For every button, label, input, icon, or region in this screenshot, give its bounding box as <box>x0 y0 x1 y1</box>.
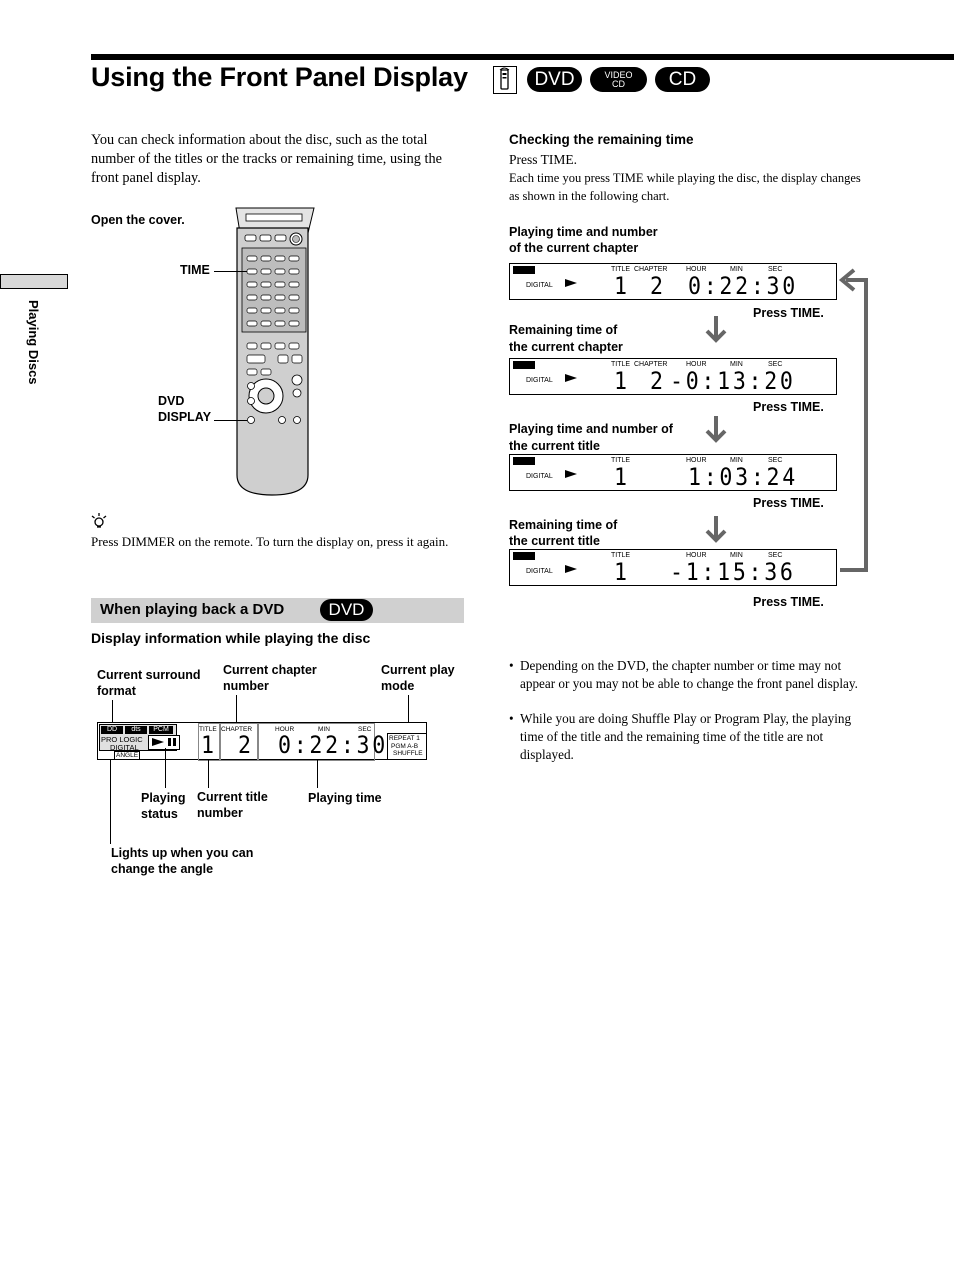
time-label: TIME <box>180 263 210 277</box>
play-pause-icon <box>150 737 178 747</box>
display-1-lcd <box>509 263 837 300</box>
surround-leader <box>112 700 113 724</box>
title-label-1: Current title <box>197 790 268 804</box>
down-arrow-icon <box>704 514 728 544</box>
display-3-title-num: 1 <box>614 463 630 491</box>
dvd-badge: DVD <box>527 67 582 92</box>
note-1-text: Depending on the DVD, the chapter number or time may not appear or you may not be able to change the front panel display. <box>520 658 858 691</box>
display-4-digital: DIGITAL <box>526 568 553 575</box>
dolby-icon <box>513 457 535 465</box>
display-4-label-2: the current title <box>509 534 600 548</box>
side-tab <box>0 274 68 289</box>
display-3-lcd <box>509 454 837 491</box>
display-info-subheading: Display information while playing the disc <box>91 630 371 646</box>
display-1-min-label: MIN <box>730 266 743 273</box>
display-1-hour-label: HOUR <box>686 266 707 273</box>
note-1 <box>509 657 877 693</box>
dvd-display-label-1: DVD <box>158 394 185 408</box>
play-icon <box>564 279 578 287</box>
remaining-heading: Checking the remaining time <box>509 132 694 147</box>
title-leader <box>208 760 209 788</box>
display-3-title-label: TITLE <box>611 457 631 464</box>
open-cover-label: Open the cover. <box>91 213 185 227</box>
display-4-title-num: 1 <box>614 558 630 586</box>
display-1-chapter-num: 2 <box>650 272 666 300</box>
lightbulb-icon <box>90 512 108 530</box>
display-2-title-label: TITLE <box>611 361 631 368</box>
panel-chapter-number: 2 <box>238 731 254 759</box>
chapter-label-1: Current chapter <box>223 663 317 677</box>
display-1-label-2: of the current chapter <box>509 241 639 255</box>
title-label-2: number <box>197 806 243 820</box>
display-3-label-1: Playing time and number of <box>509 422 673 436</box>
dvd-display-leader <box>214 420 247 421</box>
return-loop-arrow-icon <box>836 268 872 574</box>
playmode-label-2: mode <box>381 679 415 693</box>
press-time-2: Press TIME. <box>753 400 824 414</box>
playing-time-label: Playing time <box>308 791 382 805</box>
play-icon <box>564 565 578 573</box>
display-3-min-label: MIN <box>730 457 743 464</box>
press-time-4: Press TIME. <box>753 595 824 609</box>
dts-indicator: dts <box>125 726 147 734</box>
display-4-title-label: TITLE <box>611 552 631 559</box>
shuffle-indicator: SHUFFLE <box>393 750 423 757</box>
top-rule <box>91 54 954 60</box>
display-1-title-num: 1 <box>614 272 630 300</box>
display-4-lcd <box>509 549 837 586</box>
display-1-sec-label: SEC <box>768 266 783 273</box>
cd-badge: CD <box>655 67 710 92</box>
remote-icon <box>493 66 517 94</box>
display-1-digits: 0:22:30 <box>688 272 798 300</box>
angle-indicator: ANGLE <box>116 752 139 759</box>
chapter-label-2: number <box>223 679 269 693</box>
intro-text: You can check information about the disc, such as the total number of the titles or the tracks or remaining time, using the front panel display. <box>91 132 442 186</box>
digital-indicator: DIGITAL <box>110 743 139 752</box>
status-leader <box>165 748 166 788</box>
display-3-sec-label: SEC <box>768 457 783 464</box>
down-arrow-icon <box>704 414 728 444</box>
remaining-desc: Each time you press TIME while playing the disc, the display changes as shown in the following chart. <box>509 171 861 203</box>
display-2-digits: -0:13:20 <box>670 367 796 395</box>
display-4-min-label: MIN <box>730 552 743 559</box>
display-2-title-num: 1 <box>614 367 630 395</box>
surround-label-1: Current surround <box>97 668 201 682</box>
side-tab-label: Playing Discs <box>26 300 41 385</box>
display-3-hour-label: HOUR <box>686 457 707 464</box>
display-3-digits: 1:03:24 <box>688 463 798 491</box>
display-2-min-label: MIN <box>730 361 743 368</box>
chapter-leader <box>236 695 237 723</box>
display-2-chapter-label: CHAPTER <box>634 361 668 368</box>
dolby-icon <box>513 266 535 274</box>
angle-label-2: change the angle <box>111 862 214 876</box>
dvd-section-heading: When playing back a DVD <box>100 601 285 618</box>
video-cd-badge <box>590 67 647 92</box>
video-cd-badge-text: VIDEO CD <box>604 69 633 89</box>
pro-logic-indicator: PRO LOGIC <box>101 735 143 744</box>
front-panel-display <box>97 722 427 760</box>
panel-hour-label: HOUR <box>275 726 295 733</box>
display-3-label-2: the current title <box>509 439 600 453</box>
panel-chapter-label: CHAPTER <box>221 726 253 733</box>
panel-time-digits: 0:22:30 <box>278 731 388 759</box>
pcm-indicator: PCM <box>149 726 173 734</box>
time-leader <box>214 271 247 272</box>
time-below-leader <box>317 760 318 788</box>
bullet-2: • <box>509 711 514 726</box>
status-label-1: Playing <box>141 791 186 805</box>
repeat-indicator: REPEAT 1 <box>389 735 420 742</box>
dvd-section-badge: DVD <box>320 599 373 621</box>
press-time-1: Press TIME. <box>753 306 824 320</box>
panel-title-label: TITLE <box>199 726 217 733</box>
bullet-1: • <box>509 658 514 673</box>
dolby-icon <box>513 552 535 560</box>
play-icon <box>564 374 578 382</box>
display-1-digital: DIGITAL <box>526 282 553 289</box>
press-time-3: Press TIME. <box>753 496 824 510</box>
dvd-display-label-2: DISPLAY <box>158 410 212 424</box>
display-1-chapter-label: CHAPTER <box>634 266 668 273</box>
pgm-indicator: PGM A-B <box>391 743 419 750</box>
display-2-digital: DIGITAL <box>526 377 553 384</box>
dolby-icon <box>513 361 535 369</box>
play-icon <box>564 470 578 478</box>
display-1-label-1: Playing time and number <box>509 225 658 239</box>
dolby-indicator: DD <box>101 726 123 734</box>
panel-title-number: 1 <box>201 731 217 759</box>
display-2-lcd <box>509 358 837 395</box>
remote-illustration <box>210 203 320 499</box>
display-4-digits: -1:15:36 <box>670 558 796 586</box>
display-2-label-1: Remaining time of <box>509 323 618 337</box>
angle-leader <box>110 760 111 844</box>
display-2-chapter-num: 2 <box>650 367 666 395</box>
display-4-label-1: Remaining time of <box>509 518 618 532</box>
display-4-hour-label: HOUR <box>686 552 707 559</box>
note-2-text: While you are doing Shuffle Play or Program Play, the playing time of the title and the remaining time of the title are not displayed. <box>520 711 852 762</box>
note-2 <box>509 710 877 764</box>
remaining-press: Press TIME. <box>509 152 578 167</box>
display-2-label-2: the current chapter <box>509 340 623 354</box>
down-arrow-icon <box>704 314 728 344</box>
playmode-label-1: Current play <box>381 663 455 677</box>
status-label-2: status <box>141 807 178 821</box>
angle-label-1: Lights up when you can <box>111 846 254 860</box>
display-2-hour-label: HOUR <box>686 361 707 368</box>
tip-text: Press DIMMER on the remote. To turn the display on, press it again. <box>91 534 449 549</box>
display-2-sec-label: SEC <box>768 361 783 368</box>
page-title: Using the Front Panel Display <box>91 62 468 92</box>
panel-sec-label: SEC <box>358 726 372 733</box>
surround-label-2: format <box>97 684 136 698</box>
panel-min-label: MIN <box>318 726 330 733</box>
display-1-title-label: TITLE <box>611 266 631 273</box>
display-3-digital: DIGITAL <box>526 473 553 480</box>
display-4-sec-label: SEC <box>768 552 783 559</box>
